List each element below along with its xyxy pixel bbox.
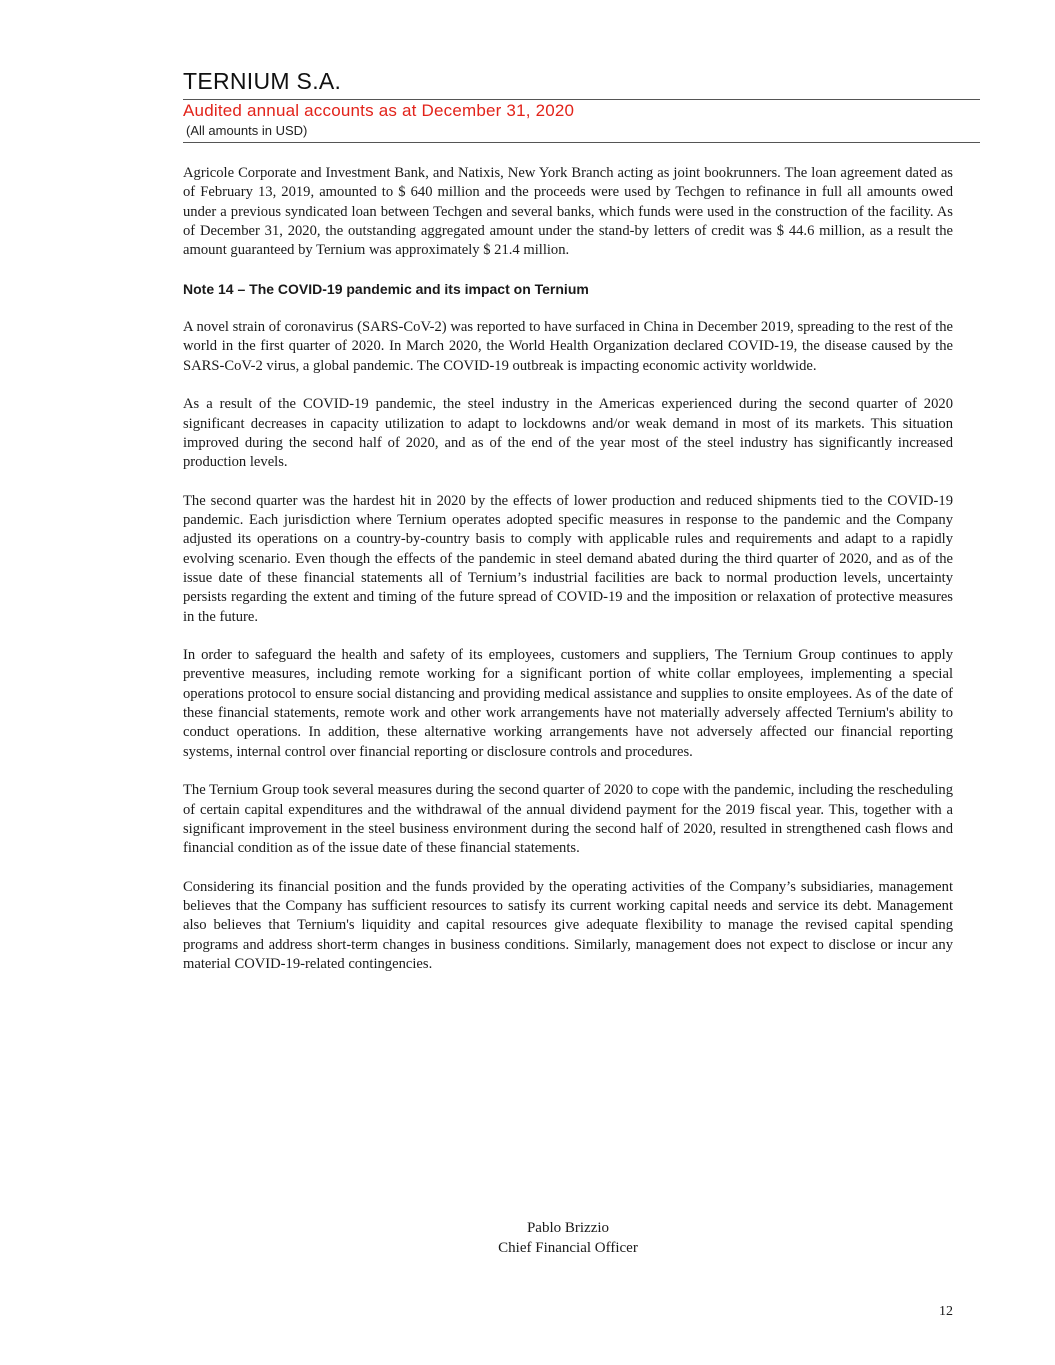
paragraph-1: A novel strain of coronavirus (SARS-CoV-2) was reported to have surfaced in China in December 2019, spreading to the rest of the world in the first quarter of 2020. In March 2020, the World Health Organization declared COVID-19, the disease caused by the SARS-CoV-2 virus, a global pandemic. The COVID-19 outbreak is impacting economic activity worldwide.	[183, 319, 953, 374]
paragraph-5: The Ternium Group took several measures during the second quarter of 2020 to cope with the pandemic, including the rescheduling of certain capital expenditures and the withdrawal of the annual dividend payment for the 2019 fiscal year. This, together with a significant improvement in the steel business environment during the second half of 2020, resulted in strengthened cash flows and financial condition as of the issue date of these financial statements.	[183, 782, 953, 857]
paragraph-6: Considering its financial position and the funds provided by the operating activities of the Company’s subsidiaries, management believes that the Company has sufficient resources to satisfy its current working capital needs and service its debt. Management also believes that Ternium's liquidity and capital resources give adequate flexibility to manage the revised capital spending programs and address short-term changes in business conditions. Similarly, management does not expect to disclose or incur any material COVID-19-related contingencies.	[183, 878, 953, 972]
signatory-title: Chief Financial Officer	[498, 1239, 638, 1256]
note-heading: Note 14 – The COVID-19 pandemic and its impact on Ternium	[183, 280, 589, 297]
paragraph-3: The second quarter was the hardest hit in 2020 by the effects of lower production and reduced shipments tied to the COVID-19 pandemic. Each jurisdiction where Ternium operates adopted specific measures in response to the pandemic and the Company adjusted its operations on a country-by-country basis to comply with applicable rules and requirements and adapt to a rapidly evolving scenario. Even though the effects of the pandemic in steel demand abated during the third quarter of 2020, and as of the issue date of these financial statements all of Ternium’s industrial facilities are back to normal production levels, uncertainty persists regarding the extent and timing of the future spread of COVID-19 and the imposition or relaxation of protective measures in the future.	[183, 492, 953, 625]
company-name: TERNIUM S.A.	[183, 66, 980, 100]
page-number: 12	[939, 1304, 953, 1319]
intro-paragraph: Agricole Corporate and Investment Bank, and Natixis, New York Branch acting as joint bookrunners. The loan agreement dated as of February 13, 2019, amounted to $ 640 million and the proceeds were used by Techgen to refinance in full all amounts owed under a previous syndicated loan between Techgen and several banks, which funds were used in the construction of the facility. As of December 31, 2020, the outstanding aggregated amount under the stand-by letters of credit was $ 44.6 million, as a result the amount guaranteed by Ternium was approximately $ 21.4 million.	[183, 165, 953, 259]
signature-block	[183, 1219, 953, 1258]
signatory-name: Pablo Brizzio	[526, 1220, 610, 1236]
document-body	[183, 164, 953, 993]
paragraph-4: In order to safeguard the health and safety of its employees, customers and suppliers, The Ternium Group continues to apply preventive measures, including remote working for a significant portion of white collar employees, implementing a special operations protocol to ensure social distancing and providing medical assistance and supplies to onsite employees. As of the date of these financial statements, remote work and other work arrangements have not materially adversely affected Ternium's ability to conduct operations. In addition, these alternative working arrangements have not adversely affected our financial reporting systems, internal control over financial reporting or disclosure controls and procedures.	[183, 647, 953, 760]
paragraph-2: As a result of the COVID-19 pandemic, the steel industry in the Americas experienced during the second quarter of 2020 significant decreases in capacity utilization to adapt to lockdowns and/or weak demand in most of its markets. This situation improved during the second half of 2020, and as of the end of the year most of the steel industry has significantly increased production levels.	[183, 396, 953, 471]
document-subtitle: Audited annual accounts as at December 31, 2020	[183, 101, 575, 120]
page-header	[183, 66, 980, 143]
amounts-note: (All amounts in USD)	[183, 121, 980, 143]
